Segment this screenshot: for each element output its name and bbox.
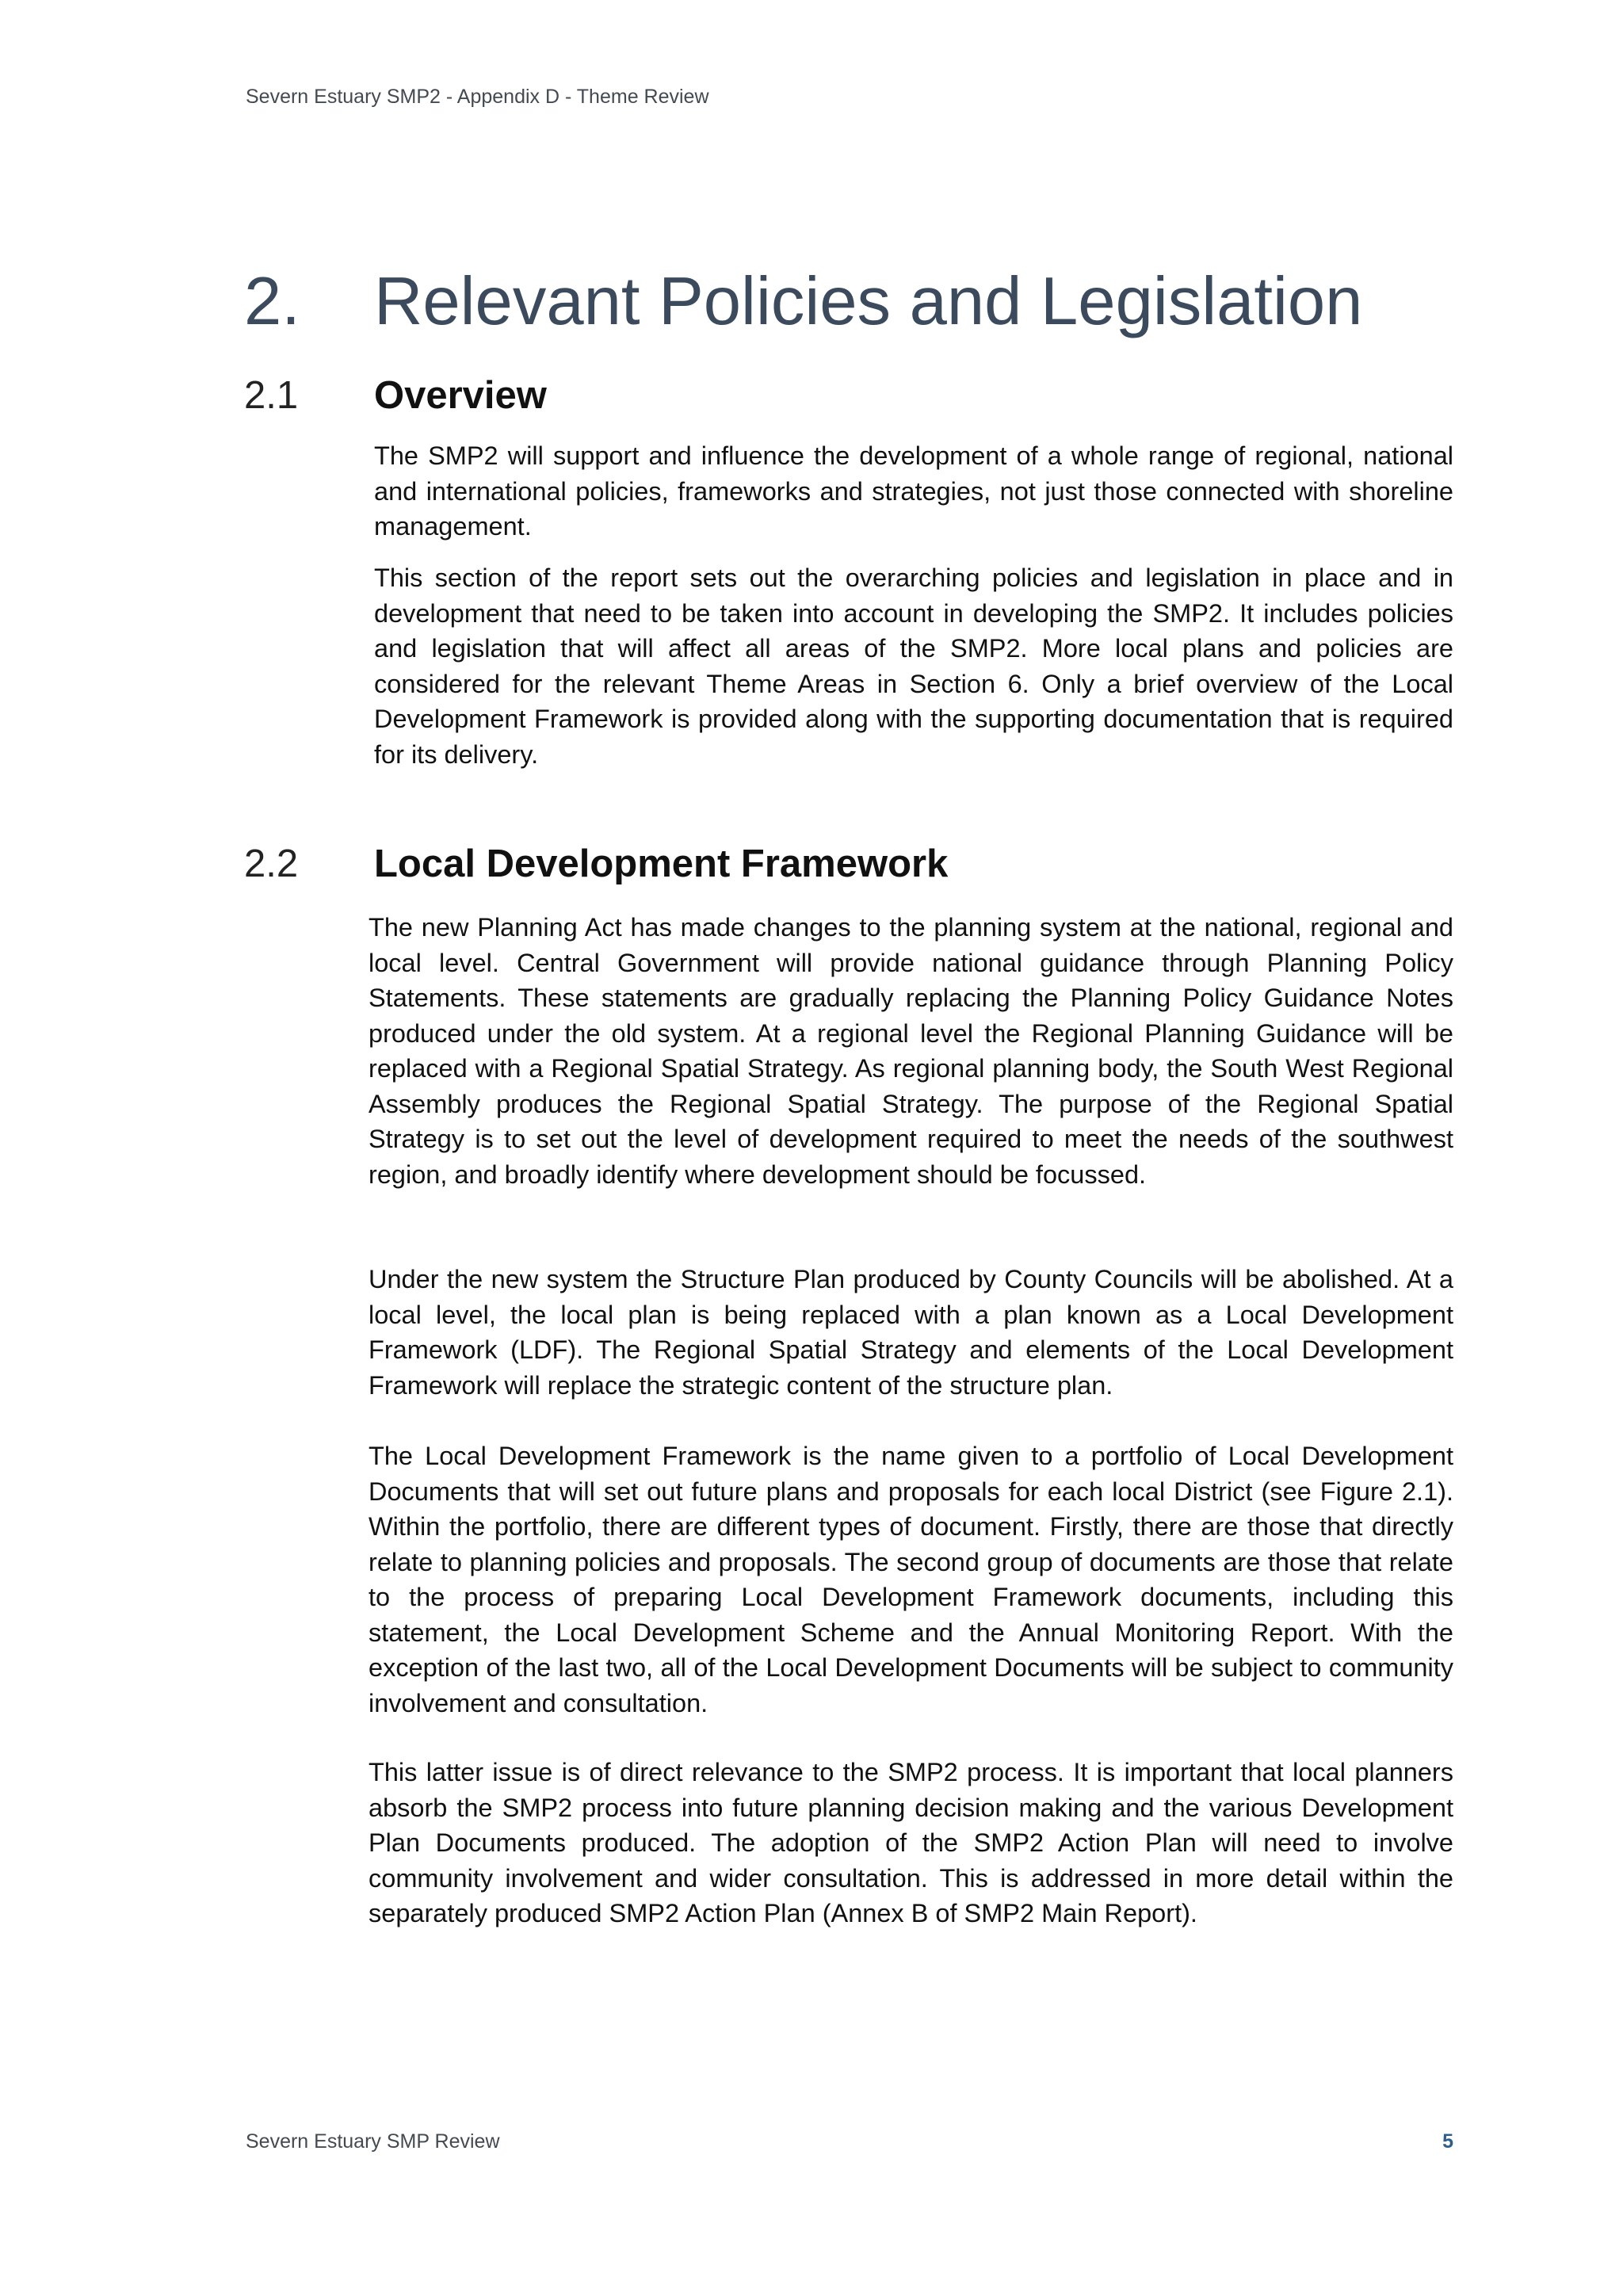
page-number: 5 bbox=[1442, 2130, 1453, 2153]
section-number: 2.2 bbox=[244, 842, 299, 885]
body-paragraph: The SMP2 will support and influence the development of a whole range of regional, national and international policies, frameworks and strategies, not just those connected with shoreline management. bbox=[374, 441, 1453, 541]
section-heading-local-development-framework bbox=[244, 842, 949, 885]
section-title: Local Development Framework bbox=[374, 842, 949, 885]
section-heading-overview bbox=[244, 376, 547, 415]
chapter-title: Relevant Policies and Legislation bbox=[374, 264, 1363, 339]
body-paragraph: Under the new system the Structure Plan produced by County Councils will be abolished. At a local level, the local plan is being replaced with a plan known as a Local Development Framework (LDF). The Regional Spatial Strategy and elements of the Local Development Framework will replace the strategic content of the structure plan. bbox=[369, 1265, 1453, 1400]
body-paragraph: This section of the report sets out the overarching policies and legislation in place and in development that need to be taken into account in developing the SMP2. It includes policies and legislation that will affect all areas of the SMP2. More local plans and policies are considered for the relevant Theme Areas in Section 6. Only a brief overview of the Local Development Framework is provided along with the supporting documentation that is required for its delivery. bbox=[374, 563, 1453, 769]
body-paragraph: The new Planning Act has made changes to the planning system at the national, regional and local level. Central Government will provide national guidance through Planning Policy Statements. These statements are gradually replacing the Planning Policy Guidance Notes produced under the old system. At a regional level the Regional Planning Guidance will be replaced with a Regional Spatial Strategy. As regional planning body, the South West Regional Assembly produces the Regional Spatial Strategy. The purpose of the Regional Spatial Strategy is to set out the level of development required to meet the needs of the southwest region, and broadly identify where development should be focussed. bbox=[369, 913, 1453, 1189]
body-paragraph: This latter issue is of direct relevance to the SMP2 process. It is important that local planners absorb the SMP2 process into future planning decision making and the various Development Plan Documents produced. The adoption of the SMP2 Action Plan will need to involve community involvement and wider consultation. This is addressed in more detail within the separately produced SMP2 Action Plan (Annex B of SMP2 Main Report). bbox=[369, 1758, 1453, 1927]
chapter-heading bbox=[244, 264, 1363, 339]
body-paragraph: The Local Development Framework is the name given to a portfolio of Local Development Documents that will set out future plans and proposals for each local District (see Figure 2.1). Within the portfolio, there are different types of document. Firstly, there are those that directly relate to planning policies and proposals. The second group of documents are those that relate to the process of preparing Local Development Framework documents, including this statement, the Local Development Scheme and the Annual Monitoring Report. With the exception of the last two, all of the Local Development Documents will be subject to community involvement and consultation. bbox=[369, 1442, 1453, 1717]
running-header: Severn Estuary SMP2 - Appendix D - Theme Review bbox=[246, 86, 709, 108]
chapter-number: 2. bbox=[244, 264, 300, 339]
section-number: 2.1 bbox=[244, 374, 299, 417]
section-title: Overview bbox=[374, 374, 547, 417]
footer-document-name: Severn Estuary SMP Review bbox=[246, 2130, 500, 2153]
